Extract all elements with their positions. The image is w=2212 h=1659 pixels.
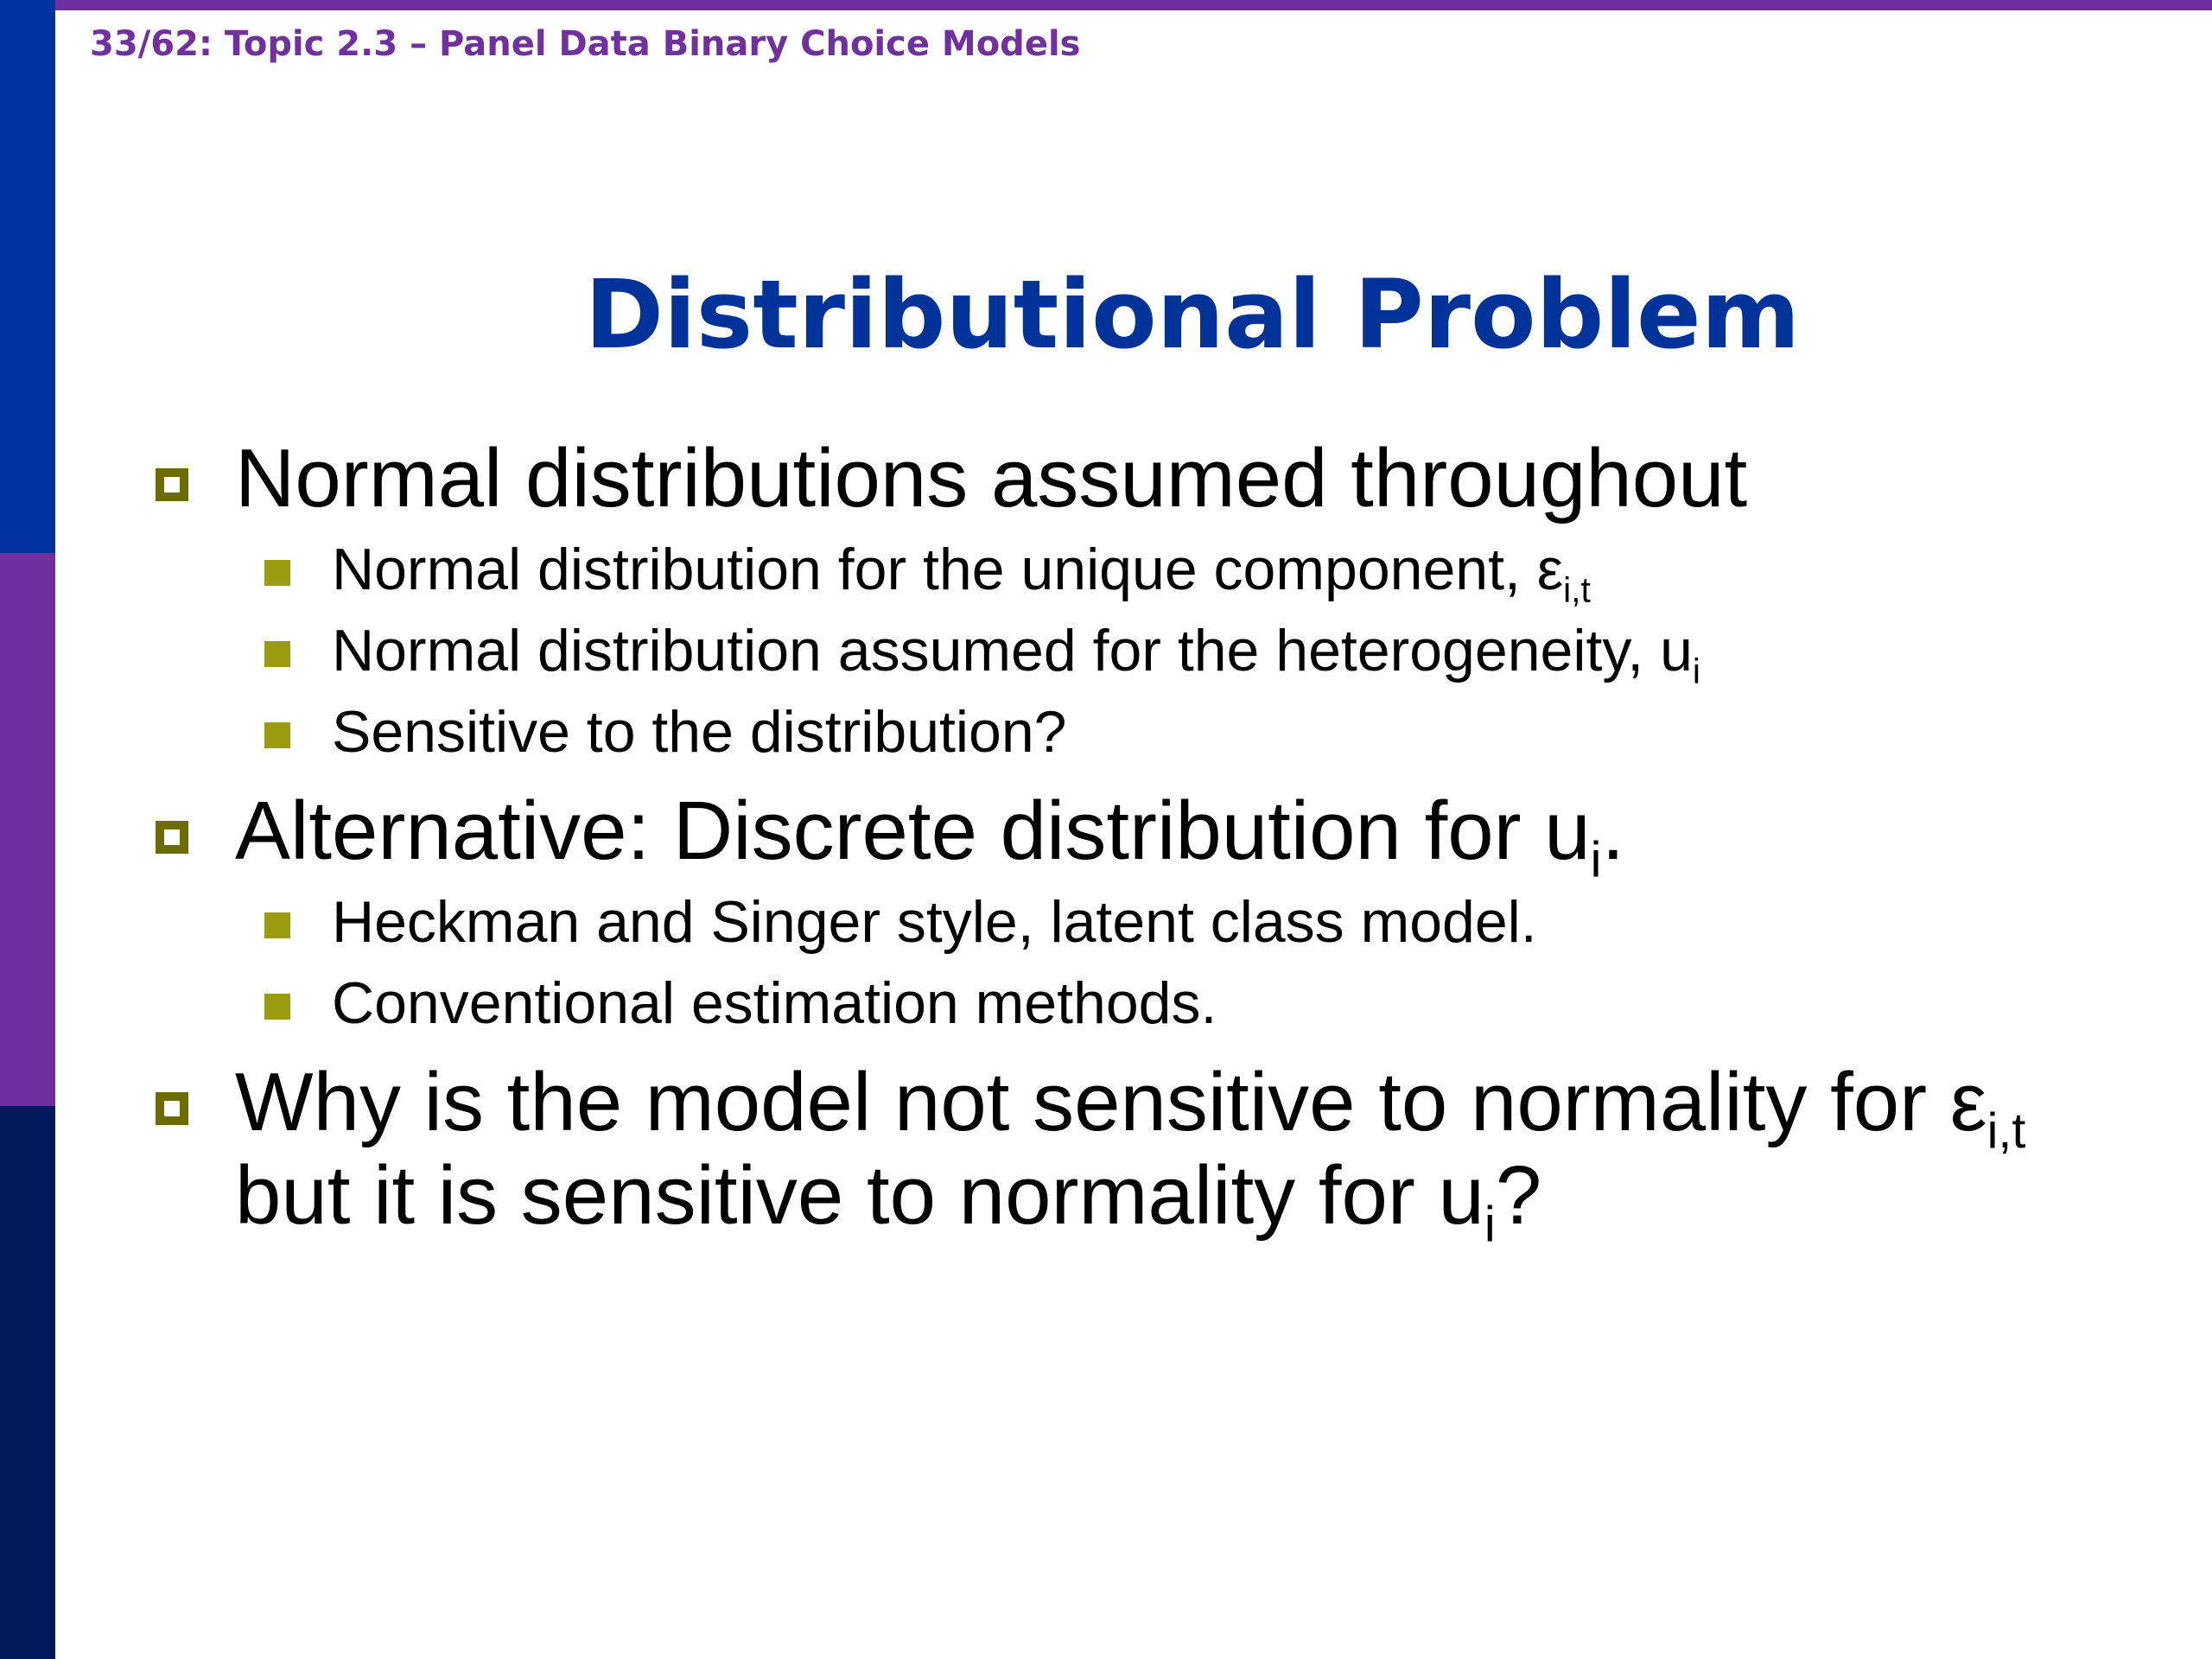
hollow-square-bullet-icon — [156, 468, 188, 501]
sub-bullet-item — [156, 529, 2143, 610]
sub-bullet-item — [156, 881, 2143, 963]
sub-bullet-item — [156, 610, 2143, 691]
hollow-square-bullet-icon — [156, 1092, 188, 1125]
slide-content — [156, 432, 2143, 1253]
top-accent-rule — [0, 0, 2212, 10]
slide-title: Distributional Problem — [584, 259, 1801, 370]
hollow-square-bullet-icon — [156, 821, 188, 854]
filled-square-bullet-icon — [264, 560, 290, 586]
sidebar-segment-navy — [0, 1106, 55, 1659]
subscript: i,t — [1986, 1103, 2026, 1160]
bullet-item — [156, 785, 2143, 888]
bullet-line-1 — [235, 1056, 2143, 1160]
filled-square-bullet-icon — [264, 994, 290, 1020]
sub-bullet-list — [156, 881, 2143, 1044]
sidebar-segment-blue — [0, 0, 55, 553]
subscript: i — [1590, 832, 1602, 888]
bullet-item — [156, 1056, 2143, 1253]
filled-square-bullet-icon — [264, 641, 290, 667]
sub-bullet-item — [156, 963, 2143, 1044]
sub-bullet-text: Heckman and Singer style, latent class model. — [332, 889, 1537, 955]
filled-square-bullet-icon — [264, 722, 290, 748]
subscript: i — [1484, 1197, 1496, 1253]
bullet-text: Alternative: Discrete distribution for u — [235, 785, 1591, 877]
filled-square-bullet-icon — [264, 912, 290, 938]
subscript: i,t — [1563, 569, 1591, 610]
subscript: i — [1692, 651, 1700, 691]
sub-bullet-text: Conventional estimation methods. — [332, 970, 1217, 1036]
bullet-text: Normal distributions assumed throughout — [235, 432, 1748, 524]
bullet-text: Why is the model not sensitive to normality for ε — [235, 1056, 1987, 1148]
bullet-text: but it is sensitive to normality for u — [235, 1149, 1484, 1242]
sub-bullet-text: Normal distribution assumed for the heterogeneity, u — [332, 618, 1693, 683]
slide-header: 33/62: Topic 2.3 – Panel Data Binary Choice Models — [90, 24, 1081, 64]
bullet-line-2 — [235, 1149, 2143, 1253]
sidebar-segment-purple — [0, 553, 55, 1106]
sub-bullet-text: Sensitive to the distribution? — [332, 699, 1067, 765]
sub-bullet-list — [156, 529, 2143, 772]
bullet-text-suffix: ? — [1495, 1149, 1542, 1242]
bullet-item — [156, 432, 2143, 525]
sub-bullet-item — [156, 691, 2143, 772]
bullet-text-suffix: . — [1601, 785, 1625, 877]
sub-bullet-text: Normal distribution for the unique component, ε — [332, 537, 1564, 602]
